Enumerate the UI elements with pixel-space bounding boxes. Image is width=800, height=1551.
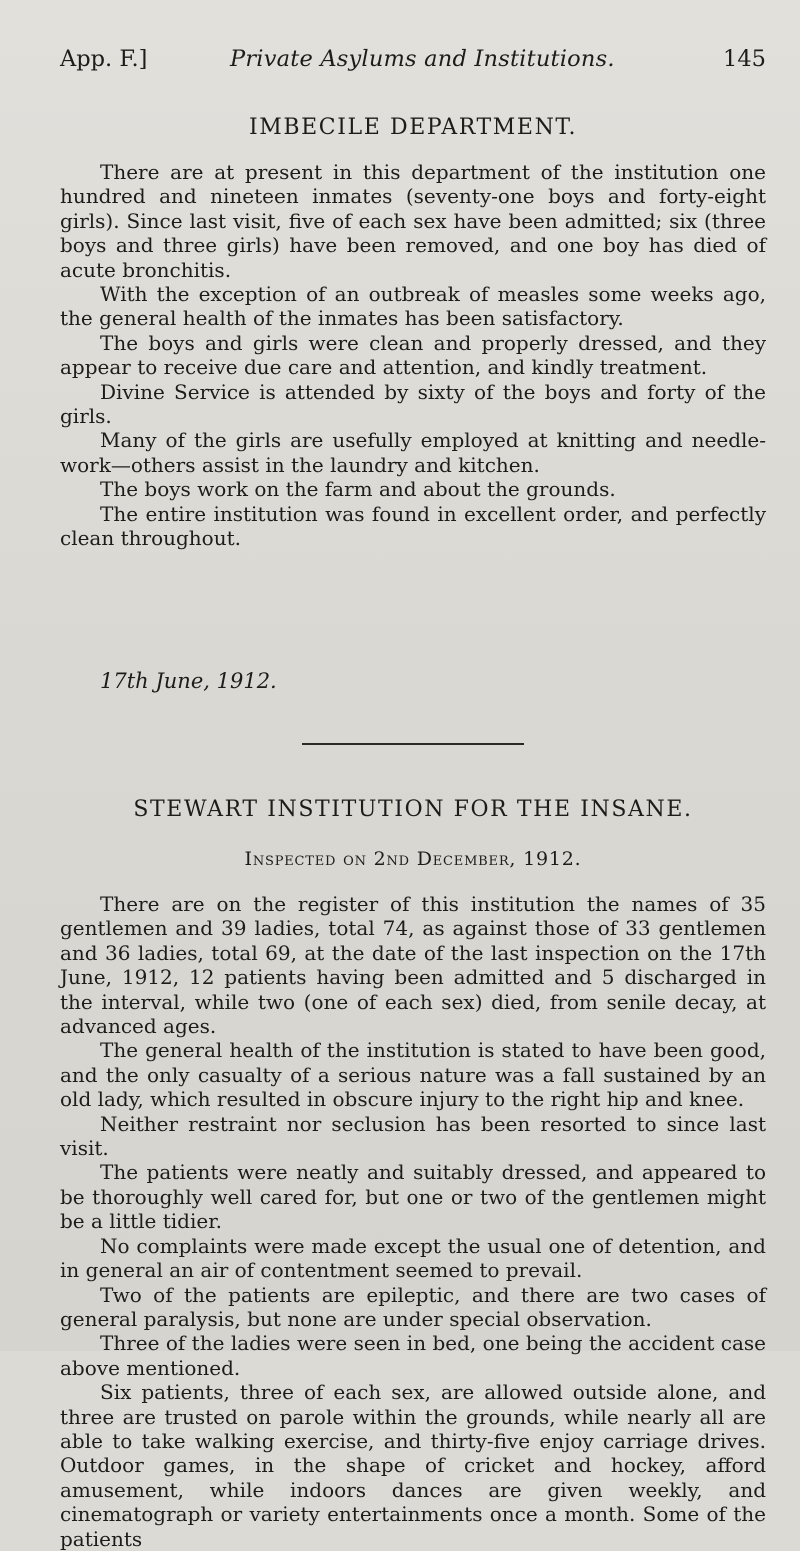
report-date: 17th June, 1912.	[100, 669, 277, 693]
paragraph: There are on the register of this institution the names of 35 gentlemen and 39 ladies, total 74, as against those of 33 gentlemen and 36 ladies, total 69, at the date of the last inspection on the 17th June, 1912, 12 patients having been admitted and 5 discharged in the interval, while two (one of each sex) died, from senile decay, at advanced ages.	[60, 892, 766, 1039]
paragraph: The boys and girls were clean and properly dressed, and they appear to receive due care and attention, and kindly treatment.	[60, 330, 766, 380]
paragraph: Many of the girls are usefully employed at knitting and needle-work—others assist in the laundry and kitchen.	[60, 428, 766, 477]
paragraph: The general health of the institution is stated to have been good, and the only casualty of a serious nature was a fall sustained by an old lady, which resulted in obscure injury to the right hip and knee.	[60, 1038, 766, 1112]
running-title: Private Asylums and Institutions.	[230, 46, 615, 72]
imbecile-department-heading: IMBECILE DEPARTMENT.	[248, 115, 578, 140]
paragraph: The patients were neatly and suitably dressed, and appeared to be thoroughly well cared for, but one or two of the gentlemen might be a little tidier.	[60, 1160, 766, 1234]
paragraph: The boys work on the farm and about the grounds.	[100, 477, 616, 502]
paragraph: No complaints were made except the usual one of detention, and in general an air of contentment seemed to prevail.	[60, 1233, 766, 1283]
paragraph: There are at present in this department of the institution one hundred and nineteen inmates (seventy-one boys and forty-eight girls). Since last visit, five of each sex have been admitted; six (three boys and three girls) have been removed, and one boy has died of acute bronchitis.	[60, 160, 766, 282]
paragraph: Neither restraint nor seclusion has been resorted to since last visit.	[60, 1111, 766, 1161]
paragraph: Divine Service is attended by sixty of the boys and forty of the girls.	[60, 379, 766, 429]
imbecile-department-body	[60, 160, 766, 551]
running-head	[60, 44, 766, 74]
paragraph: With the exception of an outbreak of measles some weeks ago, the general health of the inmates has been satisfactory.	[60, 282, 766, 331]
stewart-institution-body	[60, 892, 766, 1551]
paragraph: Two of the patients are epileptic, and there are two cases of general paralysis, but none are under special observation.	[60, 1282, 766, 1331]
paragraph: Three of the ladies were seen in bed, one being the accident case above mentioned.	[60, 1331, 766, 1380]
paragraph: The entire institution was found in excellent order, and perfectly clean throughout.	[60, 501, 766, 551]
paragraph: Six patients, three of each sex, are allowed outside alone, and three are trusted on parole within the grounds, while nearly all are able to take walking exercise, and thirty-five enjoy carriage drives. Outdoor games, in the shape of cricket and hockey, afford amusement, while indoors dances are given weekly, and cinematograph or variety entertainments once a month. Some of the patients	[60, 1380, 766, 1551]
inspection-date-subheading: Inspected on 2nd December, 1912.	[244, 848, 582, 870]
stewart-institution-heading: STEWART INSTITUTION FOR THE INSANE.	[133, 797, 693, 822]
section-divider	[302, 743, 524, 745]
appendix-label: App. F.]	[60, 46, 148, 72]
page-number: 145	[723, 46, 766, 72]
